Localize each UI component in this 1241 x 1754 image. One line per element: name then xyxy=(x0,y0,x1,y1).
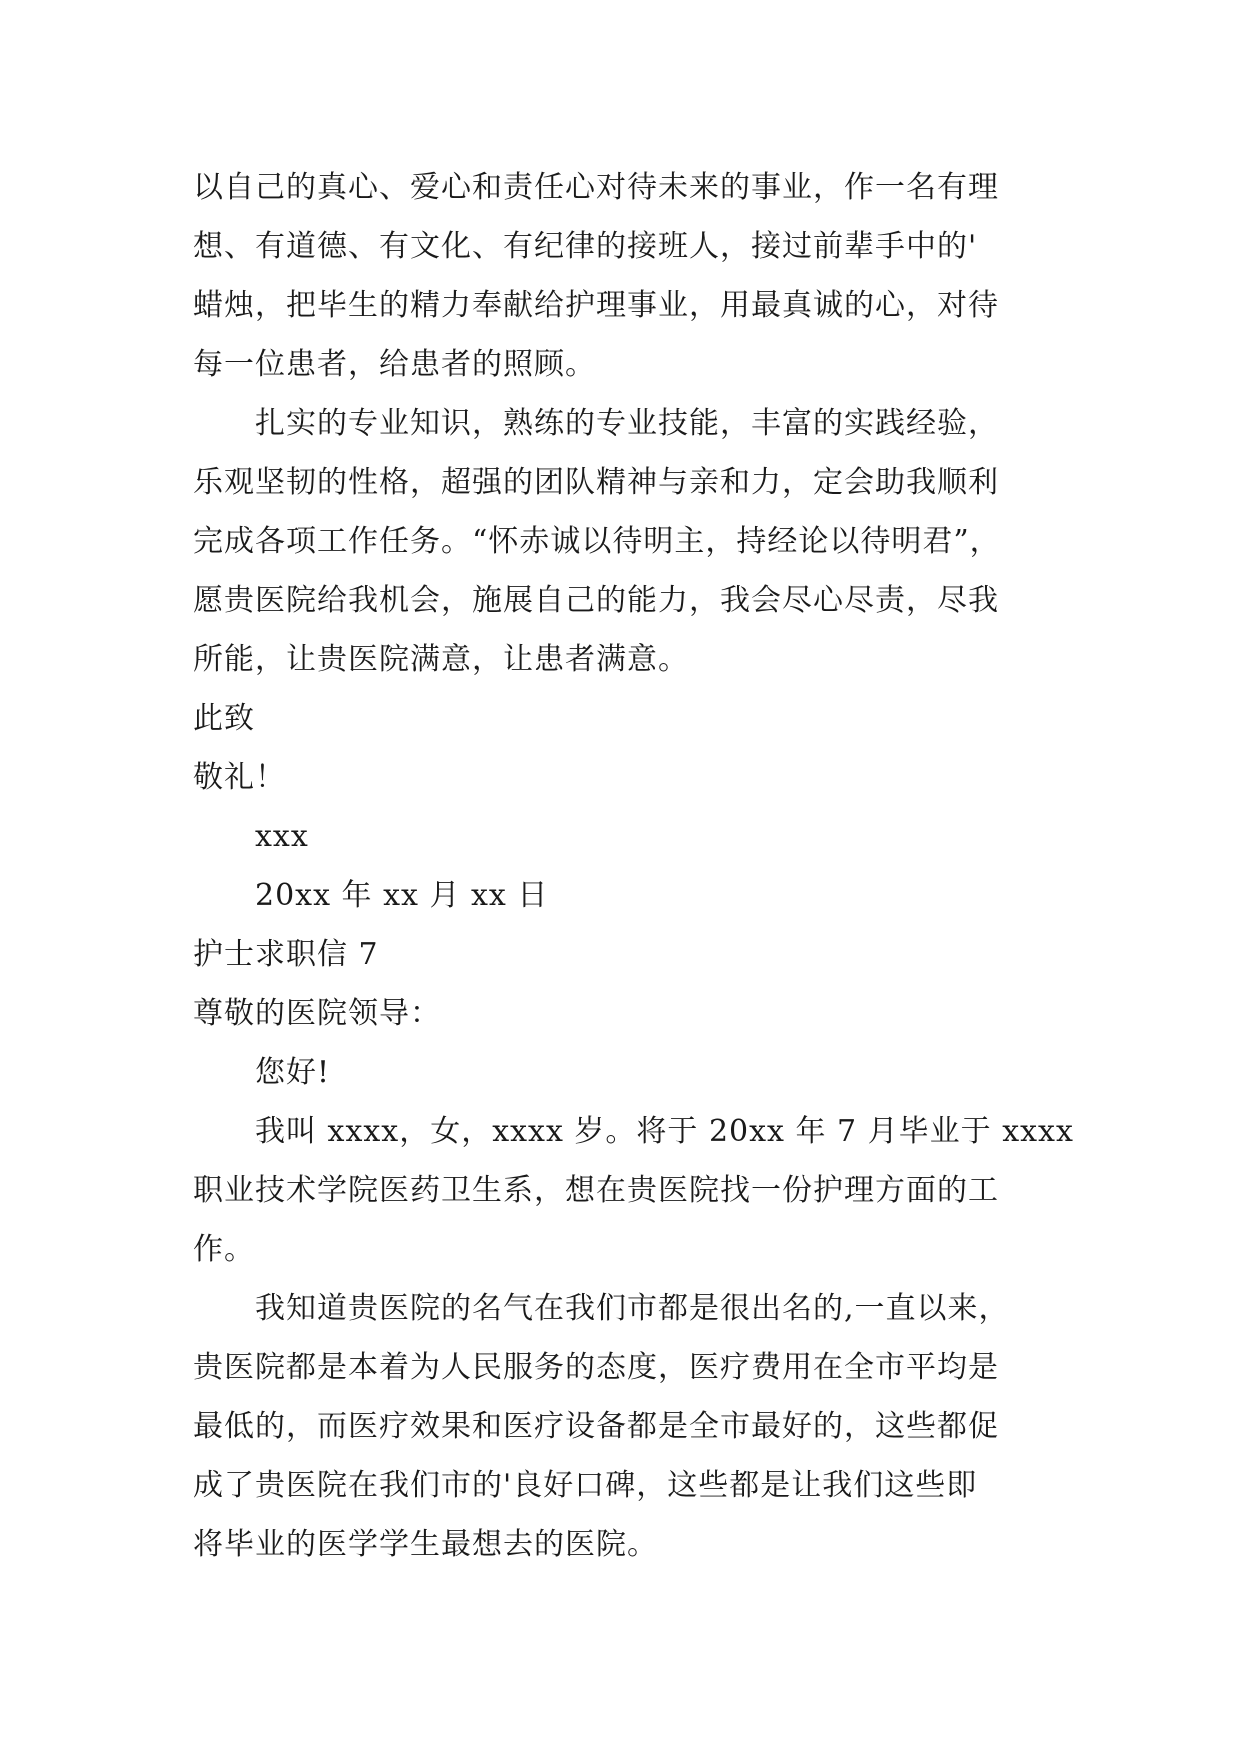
text-line: 完成各项工作任务。“怀赤诚以待明主，持经论以待明君”， xyxy=(193,524,1001,559)
text-line: 此致 xyxy=(193,701,255,736)
text-line: 职业技术学院医药卫生系，想在贵医院找一份护理方面的工 xyxy=(193,1173,999,1208)
text-line: 所能，让贵医院满意，让患者满意。 xyxy=(193,642,689,677)
text-line: 20xx 年 xx 月 xx 日 xyxy=(255,878,549,913)
text-line: 成了贵医院在我们市的'良好口碑，这些都是让我们这些即 xyxy=(193,1468,978,1503)
text-line: 扎实的专业知识，熟练的专业技能，丰富的实践经验， xyxy=(255,406,999,441)
text-line: 蜡烛，把毕生的精力奉献给护理事业，用最真诚的心，对待 xyxy=(193,288,999,323)
text-line: 愿贵医院给我机会，施展自己的能力，我会尽心尽责，尽我 xyxy=(193,583,999,618)
text-line: 以自己的真心、爱心和责任心对待未来的事业，作一名有理 xyxy=(193,170,999,205)
text-line: 您好! xyxy=(255,1055,331,1090)
text-line: 护士求职信 7 xyxy=(193,937,379,972)
text-line: 贵医院都是本着为人民服务的态度，医疗费用在全市平均是 xyxy=(193,1350,999,1385)
text-line: 将毕业的医学学生最想去的医院。 xyxy=(193,1527,658,1562)
text-line: 最低的，而医疗效果和医疗设备都是全市最好的，这些都促 xyxy=(193,1409,999,1444)
text-line: 乐观坚韧的性格，超强的团队精神与亲和力，定会助我顺利 xyxy=(193,465,999,500)
text-line: 尊敬的医院领导： xyxy=(193,996,441,1031)
text-line: 我叫 xxxx，女，xxxx 岁。将于 20xx 年 7 月毕业于 xxxx xyxy=(255,1114,1074,1149)
text-line: 我知道贵医院的名气在我们市都是很出名的,一直以来， xyxy=(255,1291,1010,1326)
text-line: 每一位患者，给患者的照顾。 xyxy=(193,347,596,382)
text-line: xxx xyxy=(255,819,309,854)
text-line: 敬礼！ xyxy=(193,760,286,795)
letter-body xyxy=(193,158,1074,1574)
text-line: 作。 xyxy=(193,1232,255,1267)
text-line: 想、有道德、有文化、有纪律的接班人，接过前辈手中的' xyxy=(193,229,978,264)
